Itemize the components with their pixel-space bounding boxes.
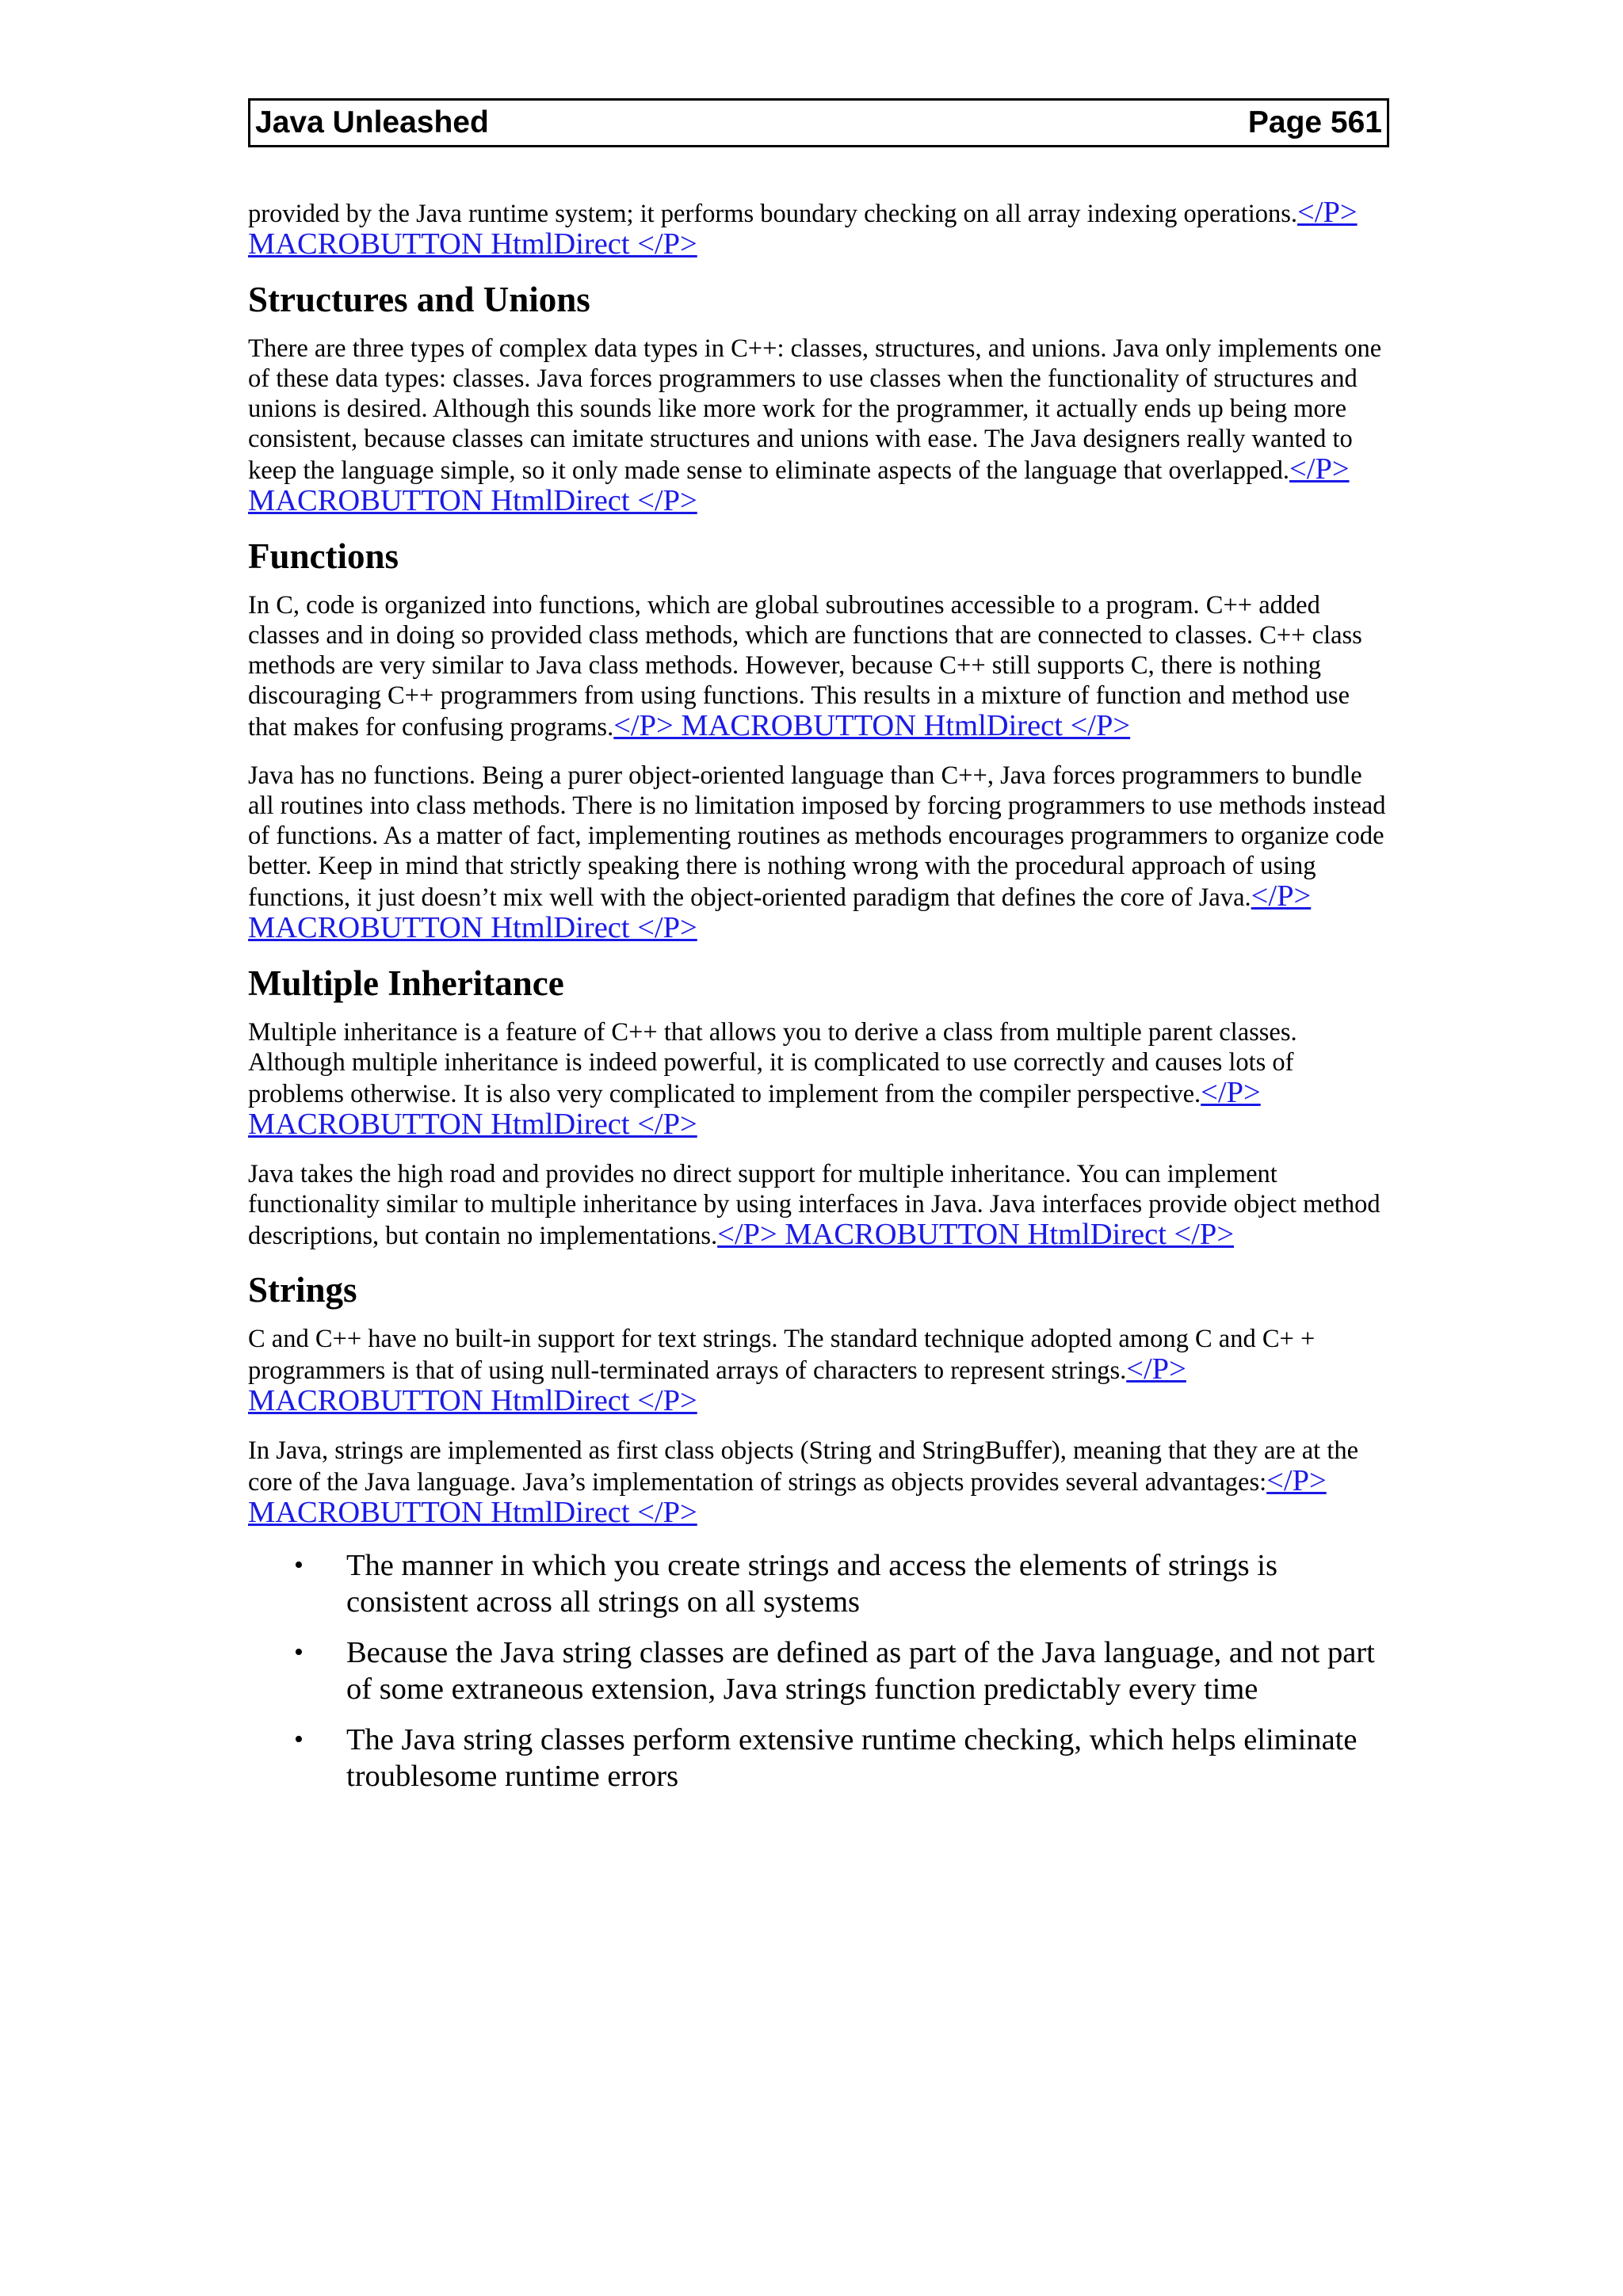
heading-multiple-inheritance: Multiple Inheritance <box>248 963 564 1003</box>
paragraph-text: In C, code is organized into functions, which are global subroutines accessible to a program. C++ added classes and in doing so provided class methods, which are functions that are connected to classes. C++ class methods are very similar to Java class methods. However, because C++ still supports C, there is nothing discouraging C++ programmers from using functions. This results in a mixture of function and method use that makes for confusing programs. <box>248 591 1362 742</box>
paragraph-text: provided by the Java runtime system; it performs boundary checking on all array indexing operations. <box>248 200 1298 228</box>
html-direct-link[interactable]: </P> MACROBUTTON HtmlDirect </P> <box>248 452 1350 517</box>
list-item <box>248 1634 1389 1707</box>
html-direct-link[interactable]: </P> MACROBUTTON HtmlDirect </P> <box>248 1076 1261 1141</box>
paragraph-inheritance-2 <box>248 1159 1389 1251</box>
list-item-text: The Java string classes perform extensive runtime checking, which helps eliminate troublesome runtime errors <box>346 1723 1358 1793</box>
html-direct-link[interactable]: </P> MACROBUTTON HtmlDirect </P> <box>248 196 1358 261</box>
bullet-list <box>248 1547 1389 1794</box>
paragraph-continued <box>248 197 1389 261</box>
paragraph-text: Java takes the high road and provides no direct support for multiple inheritance. You can implement functionality similar to multiple inheritance by using interfaces in Java. Java interfaces provide object method descriptions, but contain no implementations. <box>248 1160 1381 1250</box>
book-title: Java Unleashed <box>255 105 489 139</box>
paragraph-strings-2 <box>248 1436 1389 1529</box>
paragraph-strings-1 <box>248 1324 1389 1417</box>
page-number: Page 561 <box>1247 105 1382 139</box>
html-direct-link[interactable]: </P> MACROBUTTON HtmlDirect </P> <box>248 1352 1186 1417</box>
heading-functions: Functions <box>248 536 399 576</box>
html-direct-link[interactable]: </P> MACROBUTTON HtmlDirect </P> <box>613 709 1131 742</box>
list-item <box>248 1722 1389 1794</box>
bullet-icon: • <box>294 1725 304 1754</box>
list-item-text: Because the Java string classes are defined as part of the Java language, and not part of some extraneous extension, Java strings function predictably every time <box>346 1636 1375 1706</box>
paragraph-text: Java has no functions. Being a purer object-oriented language than C++, Java forces programmers to bundle all routines into class methods. There is no limitation imposed by forcing programmers to use methods instead of functions. As a matter of fact, implementing routines as methods encourages programmers to organize code better. Keep in mind that strictly speaking there is nothing wrong with the procedural approach of using functions, it just doesn’t mix well with the object-oriented paradigm that defines the core of Java. <box>248 761 1386 912</box>
paragraph-text: In Java, strings are implemented as first class objects (String and StringBuffer), meaning that they are at the core of the Java language. Java’s implementation of strings as objects provides several advantages: <box>248 1436 1359 1497</box>
paragraph-functions-1 <box>248 590 1389 742</box>
html-direct-link[interactable]: </P> MACROBUTTON HtmlDirect </P> <box>248 1464 1327 1529</box>
paragraph-text: C and C++ have no built-in support for text strings. The standard technique adopted among C and C+ + programmers is that of using null-terminated arrays of characters to represent strings. <box>248 1325 1316 1385</box>
document-page <box>248 98 1389 1809</box>
html-direct-link[interactable]: </P> MACROBUTTON HtmlDirect </P> <box>248 879 1312 944</box>
bullet-icon: • <box>294 1638 304 1667</box>
paragraph-text: Multiple inheritance is a feature of C++ that allows you to derive a class from multiple parent classes. Although multiple inheritance is indeed powerful, it is complicated to use correctly and causes lots of problems otherwise. It is also very complicated to implement from the compiler perspective. <box>248 1018 1297 1108</box>
bullet-icon: • <box>294 1550 304 1580</box>
heading-strings: Strings <box>248 1270 357 1310</box>
heading-structures-and-unions: Structures and Unions <box>248 280 590 319</box>
paragraph-text: There are three types of complex data types in C++: classes, structures, and unions. Java only implements one of these data types: classes. Java forces programmers to use classes when the functionality of structures and unions is desired. Although this sounds like more work for the programmer, it actually ends up being more consistent, because classes can imitate structures and unions with ease. The Java designers really wanted to keep the language simple, so it only made sense to eliminate aspects of the language that overlapped. <box>248 334 1382 485</box>
page-header <box>248 98 1389 147</box>
list-item <box>248 1547 1389 1620</box>
html-direct-link[interactable]: </P> MACROBUTTON HtmlDirect </P> <box>717 1218 1235 1251</box>
paragraph-functions-2 <box>248 761 1389 944</box>
paragraph-inheritance-1 <box>248 1017 1389 1141</box>
paragraph-structures <box>248 334 1389 517</box>
list-item-text: The manner in which you create strings and access the elements of strings is consistent across all strings on all systems <box>346 1549 1277 1619</box>
page-content <box>248 197 1389 1794</box>
